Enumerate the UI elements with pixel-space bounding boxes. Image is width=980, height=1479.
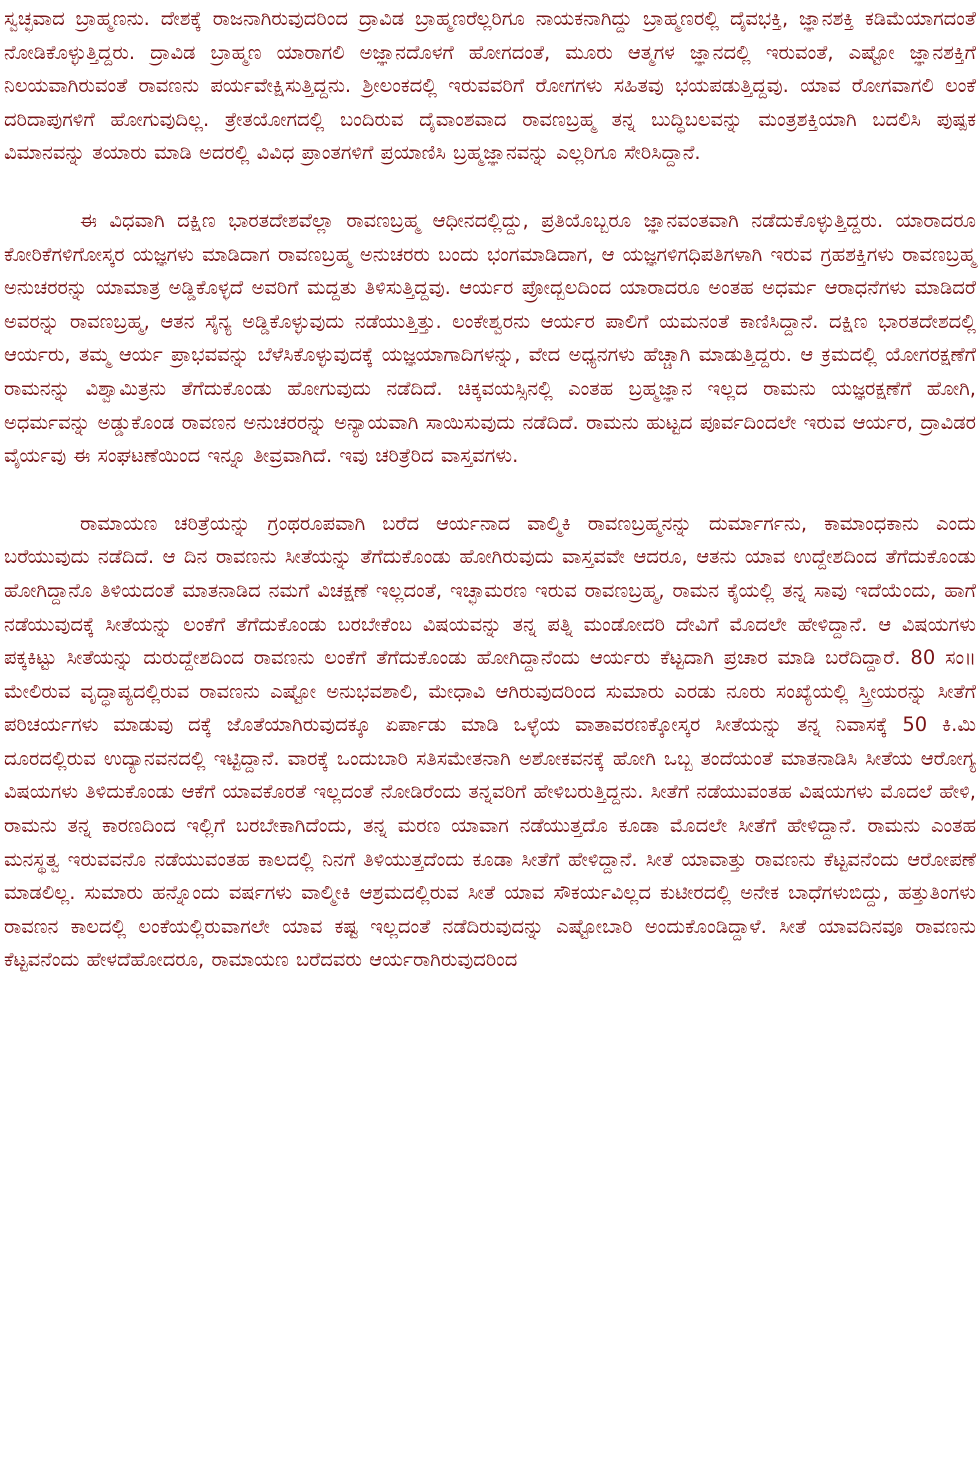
paragraph-2: ಈ ವಿಧವಾಗಿ ದಕ್ಷಿಣ ಭಾರತದೇಶವೆಲ್ಲಾ ರಾವಣಬ್ರಹ್ಮ ಆಧೀನದಲ್ಲಿದ್ದು, ಪ್ರತಿಯೊಬ್ಬರೂ ಜ್ಞಾನವಂತವಾಗಿ ನಡೆದುಕೊಳ್ಳುತ್ತಿದ್ದರು. ಯಾರಾದರೂ ಕೋರಿಕೆಗಳಿಗೋಸ್ಕರ ಯಜ್ಞಗಳು ಮಾಡಿದಾಗ ರಾವಣಬ್ರಹ್ಮ ಅನುಚರರು ಬಂದು ಭಂಗಮಾಡಿದಾಗ, ಆ ಯಜ್ಞಗಳಿಗಧಿಪತಿಗಳಾಗಿ ಇರುವ ಗ್ರಹಶಕ್ತಿಗಳು ರಾವಣಬ್ರಹ್ಮ ಅನುಚರರನ್ನು ಯಾಮಾತ್ರ ಅಡ್ಡಿಕೊಳ್ಳದೆ ಅವರಿಗೆ ಮದ್ದತು ತಿಳಿಸುತ್ತಿದ್ದವು. ಆರ್ಯರ ಪ್ರೋದ್ಬಲದಿಂದ ಯಾರಾದರೂ ಅಂತಹ ಅಧರ್ಮ ಆರಾಧನೆಗಳು ಮಾಡಿದರೆ ಅವರನ್ನು ರಾವಣಬ್ರಹ್ಮ, ಆತನ ಸೈನ್ಯ ಅಡ್ಡಿಕೊಳ್ಳುವುದು ನಡೆಯುತ್ತಿತ್ತು. ಲಂಕೇಶ್ವರನು ಆರ್ಯರ ಪಾಲಿಗೆ ಯಮನಂತೆ ಕಾಣಿಸಿದ್ದಾನೆ. ದಕ್ಷಿಣ ಭಾರತದೇಶದಲ್ಲಿ ಆರ್ಯರು, ತಮ್ಮ ಆರ್ಯ ಪ್ರಾಭವವನ್ನು ಬೆಳೆಸಿಕೊಳ್ಳುವುದಕ್ಕೆ ಯಜ್ಞಯಾಗಾದಿಗಳನ್ನು, ವೇದ ಅಧ್ಯನಗಳು ಹೆಚ್ಚಾಗಿ ಮಾಡುತ್ತಿದ್ದರು. ಆ ಕ್ರಮದಲ್ಲಿ ಯೋಗರಕ್ಷಣೆಗೆ ರಾಮನನ್ನು ವಿಶ್ವಾಮಿತ್ರನು ತೆಗೆದುಕೊಂಡು ಹೋಗುವುದು ನಡೆದಿದೆ. ಚಿಕ್ಕವಯಸ್ಸಿನಲ್ಲಿ ಎಂತಹ ಬ್ರಹ್ಮಜ್ಞಾನ ಇಲ್ಲದ ರಾಮನು ಯಜ್ಞರಕ್ಷಣೆಗೆ ಹೋಗಿ, ಅಧರ್ಮವನ್ನು ಅಡ್ಡುಕೊಂಡ ರಾವಣನ ಅನುಚರರನ್ನು ಅನ್ಯಾಯವಾಗಿ ಸಾಯಿಸುವುದು ನಡೆದಿದೆ. ರಾಮನು ಹುಟ್ಟದ ಪೂರ್ವದಿಂದಲೇ ಇರುವ ಆರ್ಯರ, ದ್ರಾವಿಡರ ವೈರ್ಯವು ಈ ಸಂಘಟಣೆಯಿಂದ ಇನ್ನೂ ತೀವ್ರವಾಗಿದೆ. ಇವು ಚರಿತ್ರೆರಿದ ವಾಸ್ತವಗಳು. [4, 208, 976, 468]
paragraph-3: ರಾಮಾಯಣ ಚರಿತ್ರೆಯನ್ನು ಗ್ರಂಥರೂಪವಾಗಿ ಬರೆದ ಆರ್ಯನಾದ ವಾಲ್ಮಿಕಿ ರಾವಣಬ್ರಹ್ಮನನ್ನು ದುರ್ಮಾರ್ಗನು, ಕಾಮಾಂಧಕಾನು ಎಂದು ಬರೆಯುವುದು ನಡೆದಿದೆ. ಆ ದಿನ ರಾವಣನು ಸೀತೆಯನ್ನು ತೆಗೆದುಕೊಂಡು ಹೋಗಿರುವುದು ವಾಸ್ತವವೇ ಆದರೂ, ಆತನು ಯಾವ ಉದ್ದೇಶದಿಂದ ತೆಗೆದುಕೊಂಡು ಹೋಗಿದ್ದಾನೊ ತಿಳಿಯದಂತೆ ಮಾತನಾಡಿದ ನಮಗೆ ವಿಚಕ್ಷಣೆ ಇಲ್ಲದಂತೆ, ಇಚ್ಛಾಮರಣ ಇರುವ ರಾವಣಬ್ರಹ್ಮ, ರಾಮನ ಕೈಯಲ್ಲಿ ತನ್ನ ಸಾವು ಇದೆಯೆಂದು, ಹಾಗೆ ನಡೆಯುವುದಕ್ಕೆ ಸೀತೆಯನ್ನು ಲಂಕೆಗೆ ತೆಗೆದುಕೊಂಡು ಬರಬೇಕೆಂಬ ವಿಷಯವನ್ನು ತನ್ನ ಪತ್ನಿ ಮಂಡೋದರಿ ದೇವಿಗೆ ಮೊದಲೇ ಹೇಳಿದ್ದಾನೆ. ಆ ವಿಷಯಗಳು ಪಕ್ಕಕಿಟ್ಟು ಸೀತೆಯನ್ನು ದುರುದ್ದೇಶದಿಂದ ರಾವಣನು ಲಂಕೆಗೆ ತೆಗೆದುಕೊಂಡು ಹೋಗಿದ್ದಾನೆಂದು ಆರ್ಯರು ಕೆಟ್ಟದಾಗಿ ಪ್ರಚಾರ ಮಾಡಿ ಬರೆದಿದ್ದಾರೆ. 80 ಸಂ॥ ಮೇಲಿರುವ ವೃದ್ಧಾಪ್ಯದಲ್ಲಿರುವ ರಾವಣನು ಎಷ್ಟೋ ಅನುಭವಶಾಲಿ, ಮೇಧಾವಿ ಆಗಿರುವುದರಿಂದ ಸುಮಾರು ಎರಡು ನೂರು ಸಂಖ್ಯೆಯಲ್ಲಿ ಸ್ತ್ರೀಯರನ್ನು ಸೀತೆಗೆ ಪರಿಚರ್ಯಗಳು ಮಾಡುವು ದಕ್ಕೆ ಜೊತೆಯಾಗಿರುವುದಕ್ಕೂ ಏರ್ಪಾಡು ಮಾಡಿ ಒಳ್ಳೆಯ ವಾತಾವರಣಕ್ಕೋಸ್ಕರ ಸೀತೆಯನ್ನು ತನ್ನ ನಿವಾಸಕ್ಕೆ 50 ಕಿ.ಮಿ ದೂರದಲ್ಲಿರುವ ಉದ್ಯಾನವನದಲ್ಲಿ ಇಟ್ಟಿದ್ದಾನೆ. ವಾರಕ್ಕೆ ಒಂದುಬಾರಿ ಸತಿಸಮೇತನಾಗಿ ಅಶೋಕವನಕ್ಕೆ ಹೋಗಿ ಒಬ್ಬ ತಂದೆಯಂತೆ ಮಾತನಾಡಿಸಿ ಸೀತೆಯ ಆರೋಗ್ಯ ವಿಷಯಗಳು ತಿಳಿದುಕೊಂಡು ಆಕೆಗೆ ಯಾವಕೊರತೆ ಇಲ್ಲದಂತೆ ನೋಡಿರೆಂದು ತನ್ನವರಿಗೆ ಹೇಳಿಬರುತ್ತಿದ್ದನು. ಸೀತೆಗೆ ನಡೆಯುವಂತಹ ವಿಷಯಗಳು ಮೊದಲೆ ಹೇಳಿ, ರಾಮನು ತನ್ನ ಕಾರಣದಿಂದ ಇಲ್ಲಿಗೆ ಬರಬೇಕಾಗಿದೆಂದು, ತನ್ನ ಮರಣ ಯಾವಾಗ ನಡೆಯುತ್ತದೊ ಕೂಡಾ ಮೊದಲೇ ಸೀತೆಗೆ ಹೇಳಿದ್ದಾನೆ. ರಾಮನು ಎಂತಹ ಮನಸ್ಥತ್ವ ಇರುವವನೊ ನಡೆಯುವಂತಹ ಕಾಲದಲ್ಲಿ ನಿನಗೆ ತಿಳಿಯುತ್ತದೆಂದು ಕೂಡಾ ಸೀತೆಗೆ ಹೇಳಿದ್ದಾನೆ. ಸೀತೆ ಯಾವಾತ್ತು ರಾವಣನು ಕೆಟ್ಟವನೆಂದು ಆರೋಪಣೆ ಮಾಡಲಿಲ್ಲ. ಸುಮಾರು ಹನ್ನೊಂದು ವರ್ಷಗಳು ವಾಲ್ಮೀಕಿ ಆಶ್ರಮದಲ್ಲಿರುವ ಸೀತೆ ಯಾವ ಸೌಕರ್ಯವಿಲ್ಲದ ಕುಟೀರದಲ್ಲಿ ಅನೇಕ ಬಾಧೆಗಳುಬಿದ್ದು, ಹತ್ತುತಿಂಗಳು ರಾವಣನ ಕಾಲದಲ್ಲಿ ಲಂಕೆಯಲ್ಲಿರುವಾಗಲೇ ಯಾವ ಕಷ್ಟ ಇಲ್ಲದಂತೆ ನಡೆದಿರುವುದನ್ನು ಎಷ್ಟೋಬಾರಿ ಅಂದುಕೊಂಡಿದ್ದಾಳೆ. ಸೀತೆ ಯಾವದಿನವೂ ರಾವಣನು ಕೆಟ್ಟವನೆಂದು ಹೇಳದೆಹೋದರೂ, ರಾಮಾಯಣ ಬರೆದವರು ಆರ್ಯರಾಗಿರುವುದರಿಂದ [4, 511, 976, 972]
paragraph-gap [4, 473, 976, 507]
paragraph-1: ಸ್ವಚ್ಛವಾದ ಬ್ರಾಹ್ಮಣನು. ದೇಶಕ್ಕೆ ರಾಜನಾಗಿರುವುದರಿಂದ ದ್ರಾವಿಡ ಬ್ರಾಹ್ಮಣರೆಲ್ಲರಿಗೂ ನಾಯಕನಾಗಿದ್ದು ಬ್ರಾಹ್ಮಣರಲ್ಲಿ ದೈವಭಕ್ತಿ, ಜ್ಞಾನಶಕ್ತಿ ಕಡಿಮೆಯಾಗದಂತೆ ನೋಡಿಕೊಳ್ಳುತ್ತಿದ್ದರು. ದ್ರಾವಿಡ ಬ್ರಾಹ್ಮಣ ಯಾರಾಗಲಿ ಅಜ್ಞಾನದೊಳಗೆ ಹೋಗದಂತೆ, ಮೂರು ಆತ್ಮಗಳ ಜ್ಞಾನದಲ್ಲಿ ಇರುವಂತೆ, ಎಷ್ಟೋ ಜ್ಞಾನಶಕ್ತಿಗೆ ನಿಲಯವಾಗಿರುವಂತೆ ರಾವಣನು ಪರ್ಯವೇಕ್ಷಿಸುತ್ತಿದ್ದನು. ಶ್ರೀಲಂಕದಲ್ಲಿ ಇರುವವರಿಗೆ ರೋಗಗಳು ಸಹಿತವು ಭಯಪಡುತ್ತಿದ್ದವು. ಯಾವ ರೋಗವಾಗಲಿ ಲಂಕೆ ದರಿದಾಪುಗಳಿಗೆ ಹೋಗುವುದಿಲ್ಲ. ತ್ರೇತಯೋಗದಲ್ಲಿ ಬಂದಿರುವ ದೈವಾಂಶವಾದ ರಾವಣಬ್ರಹ್ಮ ತನ್ನ ಬುದ್ಧಿಬಲವನ್ನು ಮಂತ್ರಶಕ್ತಿಯಾಗಿ ಬದಲಿಸಿ ಪುಷ್ಪಕ ವಿಮಾನವನ್ನು ತಯಾರು ಮಾಡಿ ಅದರಲ್ಲಿ ವಿವಿಧ ಪ್ರಾಂತಗಳಿಗೆ ಪ್ರಯಾಣಿಸಿ ಬ್ರಹ್ಮಜ್ಞಾನವನ್ನು ಎಲ್ಲರಿಗೂ ಸೇರಿಸಿದ್ದಾನೆ. [4, 7, 976, 165]
paragraph-gap [4, 170, 976, 204]
